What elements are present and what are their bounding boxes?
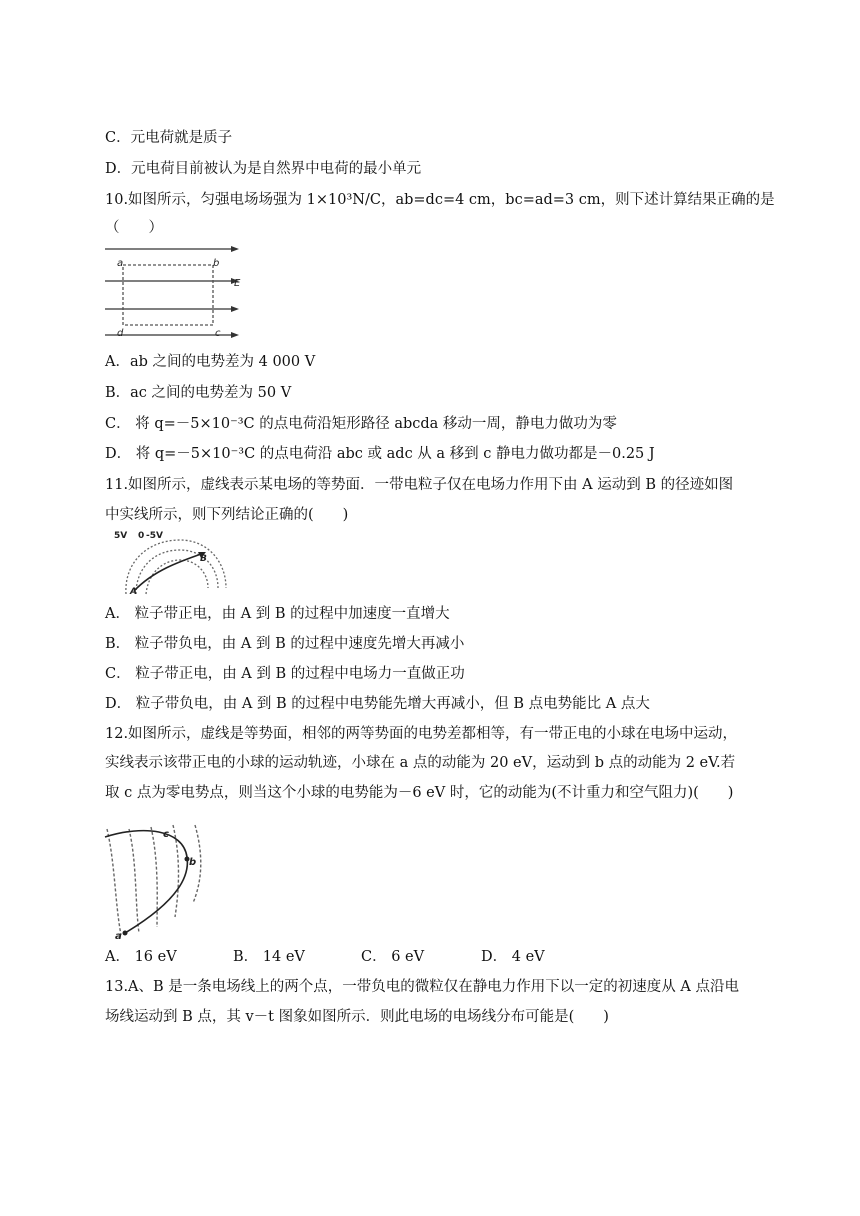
q12-options [105, 945, 725, 966]
q12-stem-line2: 实线表示该带正电的小球的运动轨迹，小球在 a 点的动能为 20 eV，运动到 b 点的动能为 2 eV.若 [105, 755, 736, 771]
q10-option-d: D． 将 q=－5×10⁻³C 的点电荷沿 abc 或 adc 从 a 移到 c 静电力做功都是－0.25 J [105, 446, 655, 462]
q11-figure [108, 528, 233, 596]
q12-option-d: D． 4 eV [481, 949, 545, 965]
q12-option-b: B． 14 eV [233, 949, 305, 965]
q11-stem-line2: 中实线所示，则下列结论正确的( ) [105, 507, 349, 523]
equipotential-trajectory-diagram [103, 823, 213, 941]
q12-stem-line3: 取 c 点为零电势点，则当这个小球的电势能为－6 eV 时，它的动能为(不计重力和空气阻力)( ) [105, 785, 734, 801]
label-b: b [189, 857, 197, 868]
q12-stem-line1: 12.如图所示，虚线是等势面，相邻的两等势面的电势差都相等，有一带正电的小球在电场中运动， [105, 726, 738, 742]
label-5v: 5V [114, 531, 128, 541]
q12-figure [103, 823, 213, 941]
label-a: a [115, 931, 122, 941]
label-d: d [117, 328, 124, 339]
q11-option-d: D． 粒子带负电，由 A 到 B 的过程中电势能先增大再减小，但 B 点电势能比 A 点大 [105, 696, 650, 712]
q10-figure [105, 243, 245, 343]
label-point-b: B [200, 554, 207, 564]
q9-option-c: C．元电荷就是质子 [105, 130, 233, 146]
q12-option-c: C． 6 eV [361, 949, 425, 965]
q10-option-c: C． 将 q=－5×10⁻³C 的点电荷沿矩形路径 abcda 移动一周，静电力做功为零 [105, 416, 617, 432]
dashed-rectangle [123, 265, 213, 325]
q11-option-c: C． 粒子带正电，由 A 到 B 的过程中电场力一直做正功 [105, 666, 465, 682]
label-e: E [234, 278, 241, 289]
label-c: c [215, 328, 221, 339]
q10-stem-line2: （ ） [105, 220, 163, 236]
label-minus-5v: -5V [146, 531, 163, 541]
q10-option-b: B．ac 之间的电势差为 50 V [105, 385, 292, 401]
label-a: a [117, 258, 124, 269]
q13-stem-line2: 场线运动到 B 点，其 v－t 图象如图所示．则此电场的电场线分布可能是( ) [105, 1009, 609, 1025]
particle-trajectory [134, 553, 204, 591]
q10-stem-line1: 10.如图所示，匀强电场场强为 1×10³N/C，ab=dc=4 cm，bc=ad=3 cm，则下述计算结果正确的是 [105, 192, 775, 208]
q11-option-a: A． 粒子带正电，由 A 到 B 的过程中加速度一直增大 [105, 606, 450, 622]
q12-option-a: A． 16 eV [105, 949, 177, 965]
label-0v: 0 [138, 531, 145, 541]
q10-option-a: A．ab 之间的电势差为 4 000 V [105, 354, 316, 370]
q9-option-d: D．元电荷目前被认为是自然界中电荷的最小单元 [105, 161, 422, 177]
q11-stem-line1: 11.如图所示，虚线表示某电场的等势面．一带电粒子仅在电场力作用下由 A 运动到 B 的径迹如图 [105, 477, 734, 493]
equipotential-diagram [108, 528, 233, 596]
uniform-field-diagram [105, 243, 245, 343]
ball-trajectory [105, 831, 187, 933]
q13-stem-line1: 13.A、B 是一条电场线上的两个点，一带负电的微粒仅在静电力作用下以一定的初速度从 A 点沿电 [105, 979, 739, 995]
label-point-a: A [130, 587, 137, 596]
label-c: c [163, 829, 169, 840]
q11-option-b: B． 粒子带负电，由 A 到 B 的过程中速度先增大再减小 [105, 636, 465, 652]
label-b: b [213, 258, 220, 269]
